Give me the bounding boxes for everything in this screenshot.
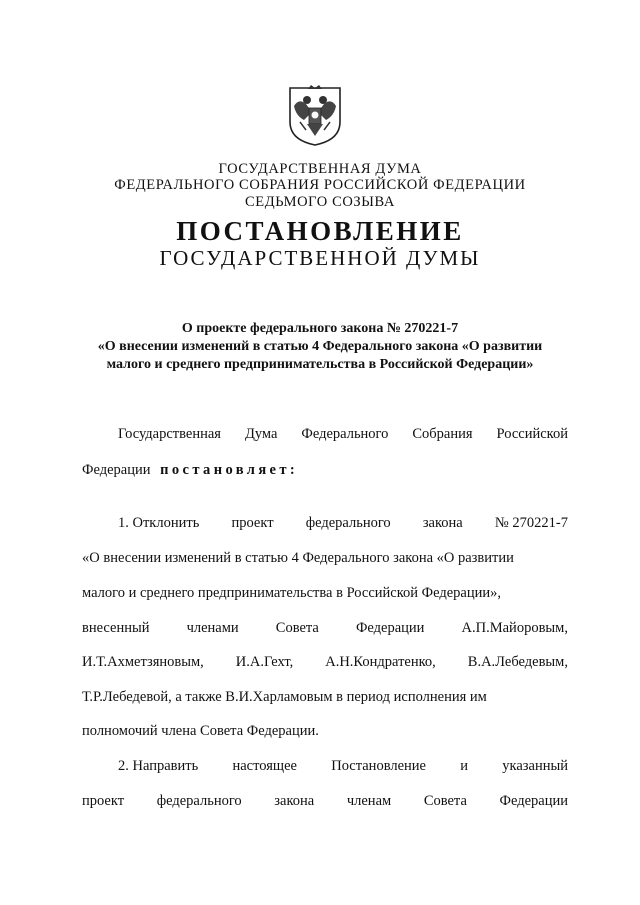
p1-line-1 bbox=[118, 514, 568, 532]
coat-of-arms-emblem bbox=[282, 82, 348, 148]
document-title bbox=[70, 320, 570, 374]
p1-line-3: малого и среднего предпринимательства в Российской Федерации», bbox=[82, 585, 502, 601]
p1-word: проект bbox=[231, 515, 274, 531]
title-line-3: малого и среднего предпринимательства в Российской Федерации» bbox=[106, 357, 534, 372]
p2-word: закона bbox=[274, 793, 315, 809]
p1-line-4 bbox=[82, 619, 568, 637]
p1-word: 1. Отклонить bbox=[118, 515, 200, 531]
p1-line-6: Т.Р.Лебедевой, а также В.И.Харламовым в период исполнения им bbox=[82, 689, 487, 705]
intro-line-2 bbox=[82, 461, 568, 479]
org-line-3: СЕДЬМОГО СОЗЫВА bbox=[245, 194, 395, 210]
intro-word: Собрания bbox=[412, 426, 473, 442]
p2-line-2 bbox=[82, 792, 568, 810]
p2-word: Федерации bbox=[499, 793, 568, 809]
p2-word: и bbox=[460, 758, 469, 774]
intro-word: Российской bbox=[496, 426, 568, 442]
p1-word: А.П.Майоровым, bbox=[461, 620, 568, 636]
p2-word: проект bbox=[82, 793, 125, 809]
org-line-2: ФЕДЕРАЛЬНОГО СОБРАНИЯ РОССИЙСКОЙ ФЕДЕРАЦИИ bbox=[114, 177, 526, 193]
org-line-1: ГОСУДАРСТВЕННАЯ ДУМА bbox=[218, 161, 422, 177]
p2-word: указанный bbox=[502, 758, 568, 774]
p1-word: В.А.Лебедевым, bbox=[467, 654, 568, 670]
p1-word: закона bbox=[422, 515, 463, 531]
p1-word: Совета bbox=[275, 620, 319, 636]
p2-line-1 bbox=[118, 757, 568, 775]
p1-word: членами bbox=[186, 620, 239, 636]
p1-line-7: полномочий члена Совета Федерации. bbox=[82, 723, 319, 739]
doc-type-heading: ПОСТАНОВЛЕНИЕ bbox=[176, 216, 464, 246]
p1-word: И.Т.Ахметзяновым, bbox=[82, 654, 204, 670]
intro-word: Государственная bbox=[118, 426, 221, 442]
p1-word: федерального bbox=[305, 515, 391, 531]
p2-word: 2. Направить bbox=[118, 758, 199, 774]
p2-word: Совета bbox=[423, 793, 467, 809]
p1-word: внесенный bbox=[82, 620, 150, 636]
title-line-2: «О внесении изменений в статью 4 Федерального закона «О развитии bbox=[97, 339, 543, 354]
p1-word: И.А.Гехт, bbox=[235, 654, 294, 670]
decree-verb: постановляет: bbox=[160, 462, 299, 478]
intro-word: Федерации bbox=[82, 462, 151, 478]
title-line-1: О проекте федерального закона № 270221-7 bbox=[181, 321, 459, 336]
p1-word: А.Н.Кондратенко, bbox=[325, 654, 436, 670]
intro-word: Дума bbox=[244, 426, 278, 442]
p1-line-2: «О внесении изменений в статью 4 Федерального закона «О развитии bbox=[82, 550, 514, 566]
intro-line-1 bbox=[118, 425, 568, 443]
p1-word: № 270221-7 bbox=[494, 515, 568, 531]
p2-word: настоящее bbox=[232, 758, 297, 774]
p2-word: членам bbox=[346, 793, 392, 809]
doc-type-subheading: ГОСУДАРСТВЕННОЙ ДУМЫ bbox=[159, 246, 481, 270]
p1-line-5 bbox=[82, 653, 568, 671]
intro-word: Федерального bbox=[301, 426, 389, 442]
p2-word: федерального bbox=[156, 793, 242, 809]
p2-word: Постановление bbox=[331, 758, 426, 774]
p1-word: Федерации bbox=[355, 620, 425, 636]
